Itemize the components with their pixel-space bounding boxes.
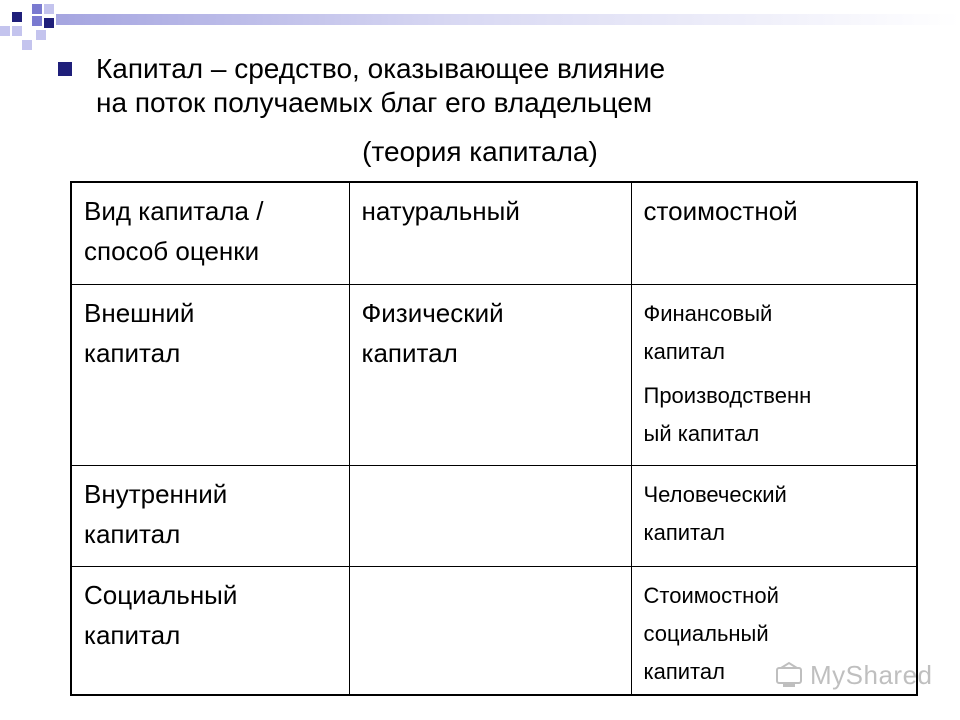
bullet-icon xyxy=(58,62,72,76)
header-text: Вид капитала / xyxy=(84,196,264,226)
table-row xyxy=(71,466,917,567)
row-label-cell xyxy=(71,567,349,696)
decor-square xyxy=(36,30,46,40)
decor-square xyxy=(12,26,22,36)
value-text: ый капитал xyxy=(643,421,760,446)
decor-square xyxy=(32,4,42,14)
value-text: Производственн xyxy=(643,383,812,408)
capital-table xyxy=(70,181,918,696)
decor-square xyxy=(32,16,42,26)
heading-line: Капитал – средство, оказывающее влияние xyxy=(96,53,666,84)
decor-square xyxy=(44,4,54,14)
value-text: капитал xyxy=(643,339,725,364)
value-text: Человеческий xyxy=(643,482,787,507)
header-cell-value xyxy=(631,182,917,285)
row-label: Внешний xyxy=(84,298,195,328)
value-text: капитал xyxy=(643,520,725,545)
value-cell xyxy=(631,466,917,567)
corner-decoration xyxy=(0,0,80,60)
decor-square xyxy=(44,18,54,28)
row-label: Внутренний xyxy=(84,479,228,509)
row-label-cell xyxy=(71,285,349,466)
top-rule xyxy=(56,14,960,25)
decor-square xyxy=(12,12,22,22)
table-row xyxy=(71,285,917,466)
value-paragraph xyxy=(644,377,909,453)
header-cell-type xyxy=(71,182,349,285)
watermark xyxy=(774,658,933,692)
decor-square xyxy=(22,40,32,50)
value-text: капитал xyxy=(643,659,725,684)
header-text: способ оценки xyxy=(84,236,260,266)
value-text: Стоимостной xyxy=(643,583,779,608)
header-text: натуральный xyxy=(361,196,520,226)
row-label: капитал xyxy=(84,620,181,650)
table-header-row xyxy=(71,182,917,285)
value-paragraph xyxy=(644,295,909,371)
value-cell xyxy=(631,285,917,466)
natural-cell xyxy=(349,466,631,567)
decor-square xyxy=(0,26,10,36)
watermark-logo-icon xyxy=(774,660,804,690)
header-cell-natural xyxy=(349,182,631,285)
heading xyxy=(96,52,896,120)
natural-cell xyxy=(349,285,631,466)
row-label: капитал xyxy=(84,519,181,549)
row-label-cell xyxy=(71,466,349,567)
row-label: капитал xyxy=(84,338,181,368)
value-text: Финансовый xyxy=(643,301,773,326)
heading-line: на поток получаемых благ его владельцем xyxy=(96,87,653,118)
watermark-text: MyShared xyxy=(810,659,933,690)
value-text: социальный xyxy=(643,621,769,646)
header-text: стоимостной xyxy=(643,196,798,226)
row-label: Социальный xyxy=(84,580,238,610)
natural-text: Физический xyxy=(361,298,504,328)
natural-text: капитал xyxy=(361,338,458,368)
natural-cell xyxy=(349,567,631,696)
subtitle: (теория капитала) xyxy=(362,136,598,167)
